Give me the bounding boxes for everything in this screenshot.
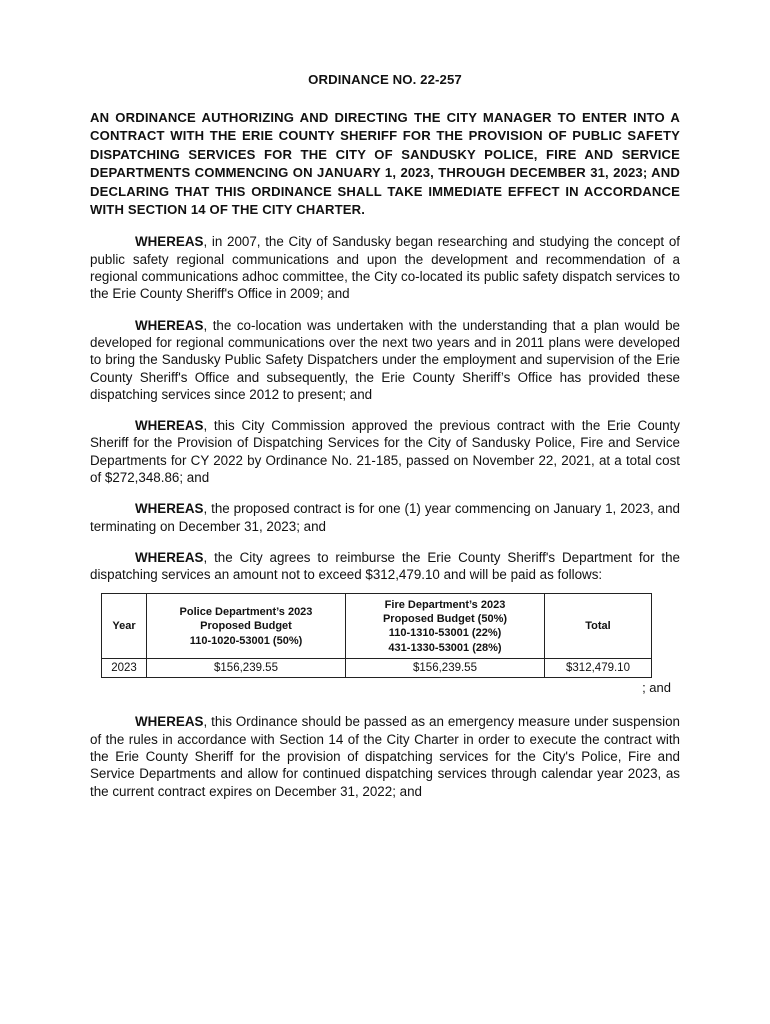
whereas-label: WHEREAS bbox=[135, 549, 204, 565]
whereas-paragraph-3 bbox=[90, 417, 680, 486]
cell-year: 2023 bbox=[102, 659, 147, 678]
header-police bbox=[147, 594, 346, 659]
table-row bbox=[102, 659, 652, 678]
header-line: Proposed Budget bbox=[200, 620, 292, 633]
whereas-paragraph-5 bbox=[90, 549, 680, 584]
paragraph-text: , this Ordinance should be passed as an emergency measure under suspension of the rules in accordance with Section 14 of the City Charter in order to execute the contract with the Erie County Sheriff for the provision of dispatching services for the City's Police, Fire and Service Departments and allow for continued dispatching services through calendar year 2023, as the current contract expires on December 31, 2022; and bbox=[90, 714, 680, 799]
ordinance-title: ORDINANCE NO. 22-257 bbox=[308, 72, 462, 87]
header-line: 110-1310-53001 (22%) bbox=[388, 627, 502, 640]
cell-total: $312,479.10 bbox=[545, 659, 652, 678]
cell-police: $156,239.55 bbox=[147, 659, 346, 678]
whereas-label: WHEREAS bbox=[135, 418, 204, 434]
paragraph-text: , this City Commission approved the previous contract with the Erie County Sheriff for the Provision of Dispatching Services for the City of Sandusky Police, Fire and Service Departments for CY 2022 by Ordinance No. 21-185, passed on November 22, 2021, at a total cost of $272,348.86; and bbox=[90, 418, 680, 485]
table-tail-text: ; and bbox=[642, 680, 671, 696]
header-line: Fire Department’s 2023 bbox=[384, 598, 506, 611]
whereas-label: WHEREAS bbox=[135, 317, 204, 333]
paragraph-text: , the proposed contract is for one (1) year commencing on January 1, 2023, and terminating on December 31, 2023; and bbox=[90, 501, 680, 534]
ordinance-heading: AN ORDINANCE AUTHORIZING AND DIRECTING THE CITY MANAGER TO ENTER INTO A CONTRACT WITH THE ERIE COUNTY SHERIFF FOR THE PROVISION OF PUBLIC SAFETY DISPATCHING SERVICES FOR THE CITY OF SANDUSKY POLICE, FIRE AND SERVICE DEPARTMENTS COMMENCING ON JANUARY 1, 2023, THROUGH DECEMBER 31, 2023; AND DECLARING THAT THIS ORDINANCE SHALL TAKE IMMEDIATE EFFECT IN ACCORDANCE WITH SECTION 14 OF THE CITY CHARTER. bbox=[90, 110, 680, 218]
whereas-paragraph-1 bbox=[90, 233, 680, 302]
paragraph-text: , the co-location was undertaken with the understanding that a plan would be developed for regional communications over the next two years and in 2011 plans were developed to bring the Sandusky Public Safety Dispatchers under the employment and supervision of the Erie County Sheriff's Office and subsequently, the Erie County Sheriff’s Office has provided these dispatching services since 2012 to present; and bbox=[90, 317, 680, 402]
paragraph-text: , the City agrees to reimburse the Erie County Sheriff's Department for the dispatching services an amount not to exceed $312,479.10 and will be paid as follows: bbox=[90, 549, 680, 583]
whereas-paragraph-4 bbox=[90, 500, 680, 535]
header-line: 110-1020-53001 (50%) bbox=[189, 634, 303, 647]
whereas-label: WHEREAS bbox=[135, 501, 204, 517]
header-line: Proposed Budget (50%) bbox=[382, 613, 508, 626]
header-fire bbox=[346, 594, 545, 659]
paragraph-text: , in 2007, the City of Sandusky began researching and studying the concept of public safety regional communications and upon the development and recommendation of a regional communications adhoc committee, the City co-located its public safety dispatch services to the Erie County Sheriff's Office in 2009; and bbox=[90, 234, 680, 302]
header-line: Police Department’s 2023 bbox=[179, 605, 313, 618]
whereas-label: WHEREAS bbox=[135, 234, 204, 250]
whereas-paragraph-6 bbox=[90, 713, 680, 799]
cell-fire: $156,239.55 bbox=[346, 659, 545, 678]
whereas-label: WHEREAS bbox=[135, 714, 204, 730]
whereas-paragraph-2 bbox=[90, 317, 680, 403]
header-total: Total bbox=[545, 594, 652, 659]
budget-table bbox=[101, 593, 652, 678]
table-header-row bbox=[102, 594, 652, 659]
header-year: Year bbox=[102, 594, 147, 659]
header-line: 431-1330-53001 (28%) bbox=[388, 641, 502, 654]
